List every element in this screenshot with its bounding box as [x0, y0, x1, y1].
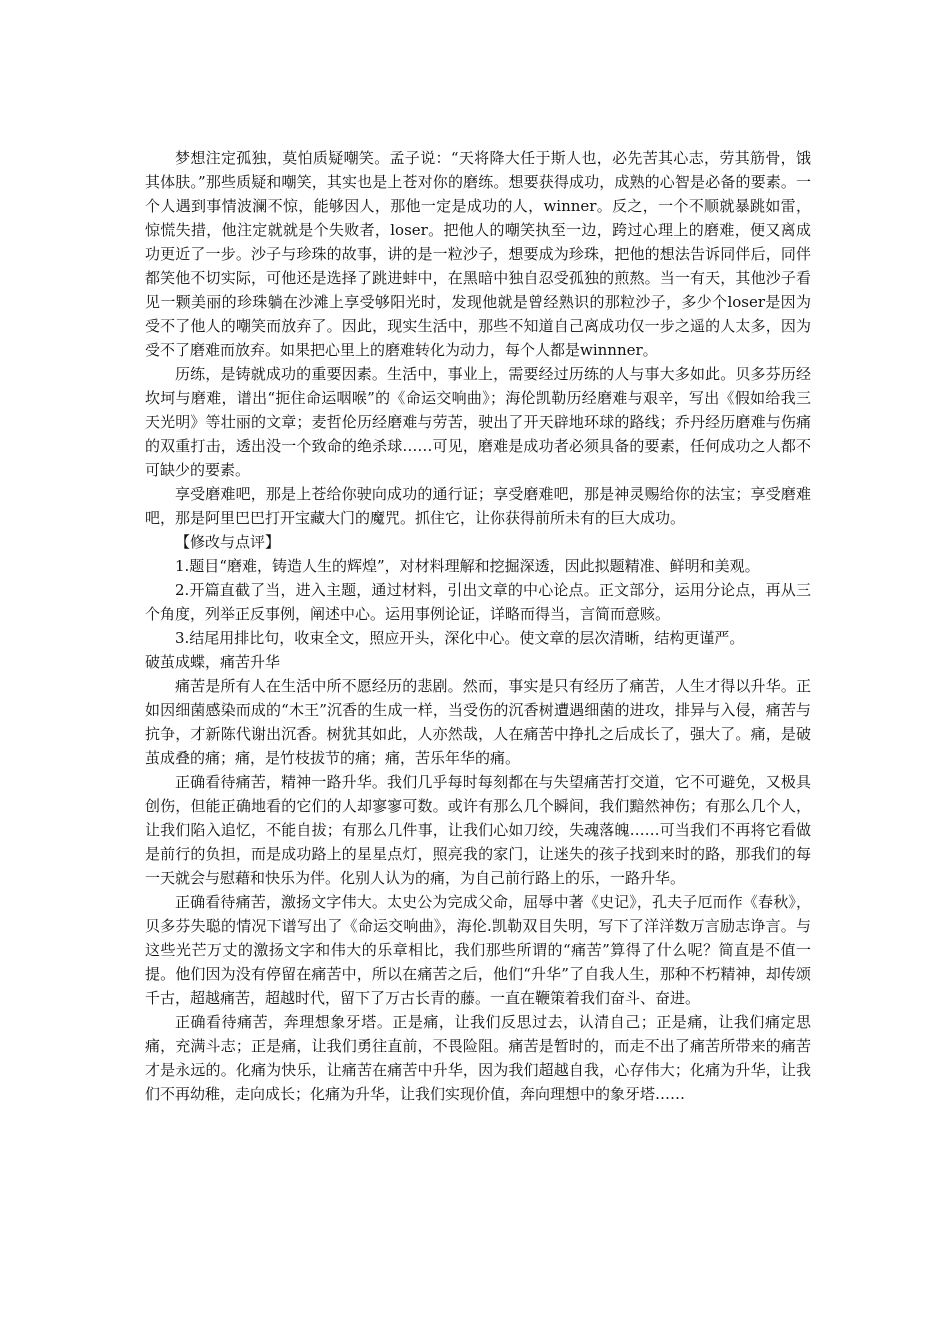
essay-paragraph-enjoy-hardship: 享受磨难吧，那是上苍给你驶向成功的通行证；享受磨难吧，那是神灵赐给你的法宝；享受磨难吧，那是阿里巴巴打开宝藏大门的魔咒。抓住它，让你获得前所未有的巨大成功。: [145, 485, 811, 527]
review-item-2: 2.开篇直截了当，进入主题，通过材料，引出文章的中心论点。正文部分，运用分论点，再从三个角度，列举正反事例，阐述中心。运用事例论证，详略而得当，言简而意赅。: [145, 581, 811, 623]
essay-title: 破茧成蝶，痛苦升华: [145, 653, 281, 671]
essay2-paragraph-ideal: 正确看待痛苦，奔理想象牙塔。正是痛，让我们反思过去，认清自己；正是痛，让我们痛定思痛，充满斗志；正是痛，让我们勇往直前，不畏险阻。痛苦是暂时的，而走不出了痛苦所带来的痛苦才是永远的。化痛为快乐，让痛苦在痛苦中升华，因为我们超越自我，心存伟大；化痛为升华，让我们不再幼稚，走向成长；化痛为升华，让我们实现价值，奔向理想中的象牙塔……: [145, 1013, 811, 1103]
essay-paragraph-dream: 梦想注定孤独，莫怕质疑嘲笑。孟子说：“天将降大任于斯人也，必先苦其心志，劳其筋骨，饿其体肤。”那些质疑和嘲笑，其实也是上苍对你的磨练。想要获得成功，成熟的心智是必备的要素。一个人遇到事情波澜不惊，能够因人，那他一定是成功的人，winner。反之，一个不顺就暴跳如雷，惊慌失措，他注定就就是个失败者，loser。把他人的嘲笑执至一边，跨过心理上的磨难，便又离成功更近了一步。沙子与珍珠的故事，讲的是一粒沙子，想要成为珍珠，把他的想法告诉同伴后，同伴都笑他不切实际，可他还是选择了跳进蚌中，在黑暗中独自忍受孤独的煎熬。当一有天，其他沙子看见一颗美丽的珍珠躺在沙滩上享受够阳光时，发现他就是曾经熟识的那粒沙子，多少个loser是因为受不了他人的嘲笑而放弃了。因此，现实生活中，那些不知道自己离成功仅一步之遥的人太多，因为受不了磨难而放弃。如果把心里上的磨难转化为动力，每个人都是winnner。: [145, 149, 811, 359]
essay2-paragraph-spirit: 正确看待痛苦，精神一路升华。我们几乎每时每刻都在与失望痛苦打交道，它不可避免，又极具创伤，但能正确地看的它们的人却寥寥可数。或许有那么几个瞬间，我们黯然神伤；有那么几个人，让我们陷入追忆，不能自拔；有那么几件事，让我们心如刀绞，失魂落魄……可当我们不再将它看做是前行的负担，而是成功路上的星星点灯，照亮我的家门，让迷失的孩子找到来时的路，那我们的每一天就会与慰藉和快乐为伴。化别人认为的痛，为自己前行路上的乐，一路升华。: [145, 773, 811, 887]
essay2-paragraph-intro: 痛苦是所有人在生活中所不愿经历的悲剧。然而，事实是只有经历了痛苦，人生才得以升华。正如因细菌感染而成的“木王”沉香的生成一样，当受伤的沉香树遭遇细菌的进攻，排异与入侵，痛苦与抗争，才新陈代谢出沉香。树犹其如此，人亦然哉，人在痛苦中挣扎之后成长了，强大了。痛，是破茧成叠的痛；痛，是竹枝拔节的痛；痛，苦乐年华的痛。: [145, 677, 811, 767]
document-page: [145, 146, 811, 1106]
essay2-paragraph-writing: 正确看待痛苦，激扬文字伟大。太史公为完成父命，屈辱中著《史记》，孔夫子厄而作《春秋》，贝多芬失聪的情况下谱写出了《命运交响曲》，海伦.凯勒双目失明，写下了洋洋数万言励志诤言。与这些光芒万丈的激扬文字和伟大的乐章相比，我们那些所谓的“痛苦”算得了什么呢？简直是不值一提。他们因为没有停留在痛苦中，所以在痛苦之后，他们“升华”了自我人生，那种不朽精神，却传颂千古，超越痛苦，超越时代，留下了万古长青的藤。一直在鞭策着我们奋斗、奋进。: [145, 893, 811, 1007]
review-item-3: 3.结尾用排比句，收束全文，照应开头，深化中心。使文章的层次清晰，结构更谨严。: [175, 629, 745, 647]
review-heading: 【修改与点评】: [175, 533, 281, 551]
essay-paragraph-experience: 历练，是铸就成功的重要因素。生活中，事业上，需要经过历练的人与事大多如此。贝多芬历经坎坷与磨难，谱出“扼住命运咽喉”的《命运交响曲》；海伦凯勒历经磨难与艰辛，写出《假如给我三天光明》等壮丽的文章；麦哲伦历经磨难与劳苦，驶出了开天辟地环球的路线；乔丹经历磨难与伤痛的双重打击，透出没一个致命的绝杀球……可见，磨难是成功者必须具备的要素，任何成功之人都不可缺少的要素。: [145, 365, 811, 479]
review-item-1: 1.题目“磨难，铸造人生的辉煌”，对材料理解和挖掘深透，因此拟题精准、鲜明和美观。: [175, 557, 760, 575]
